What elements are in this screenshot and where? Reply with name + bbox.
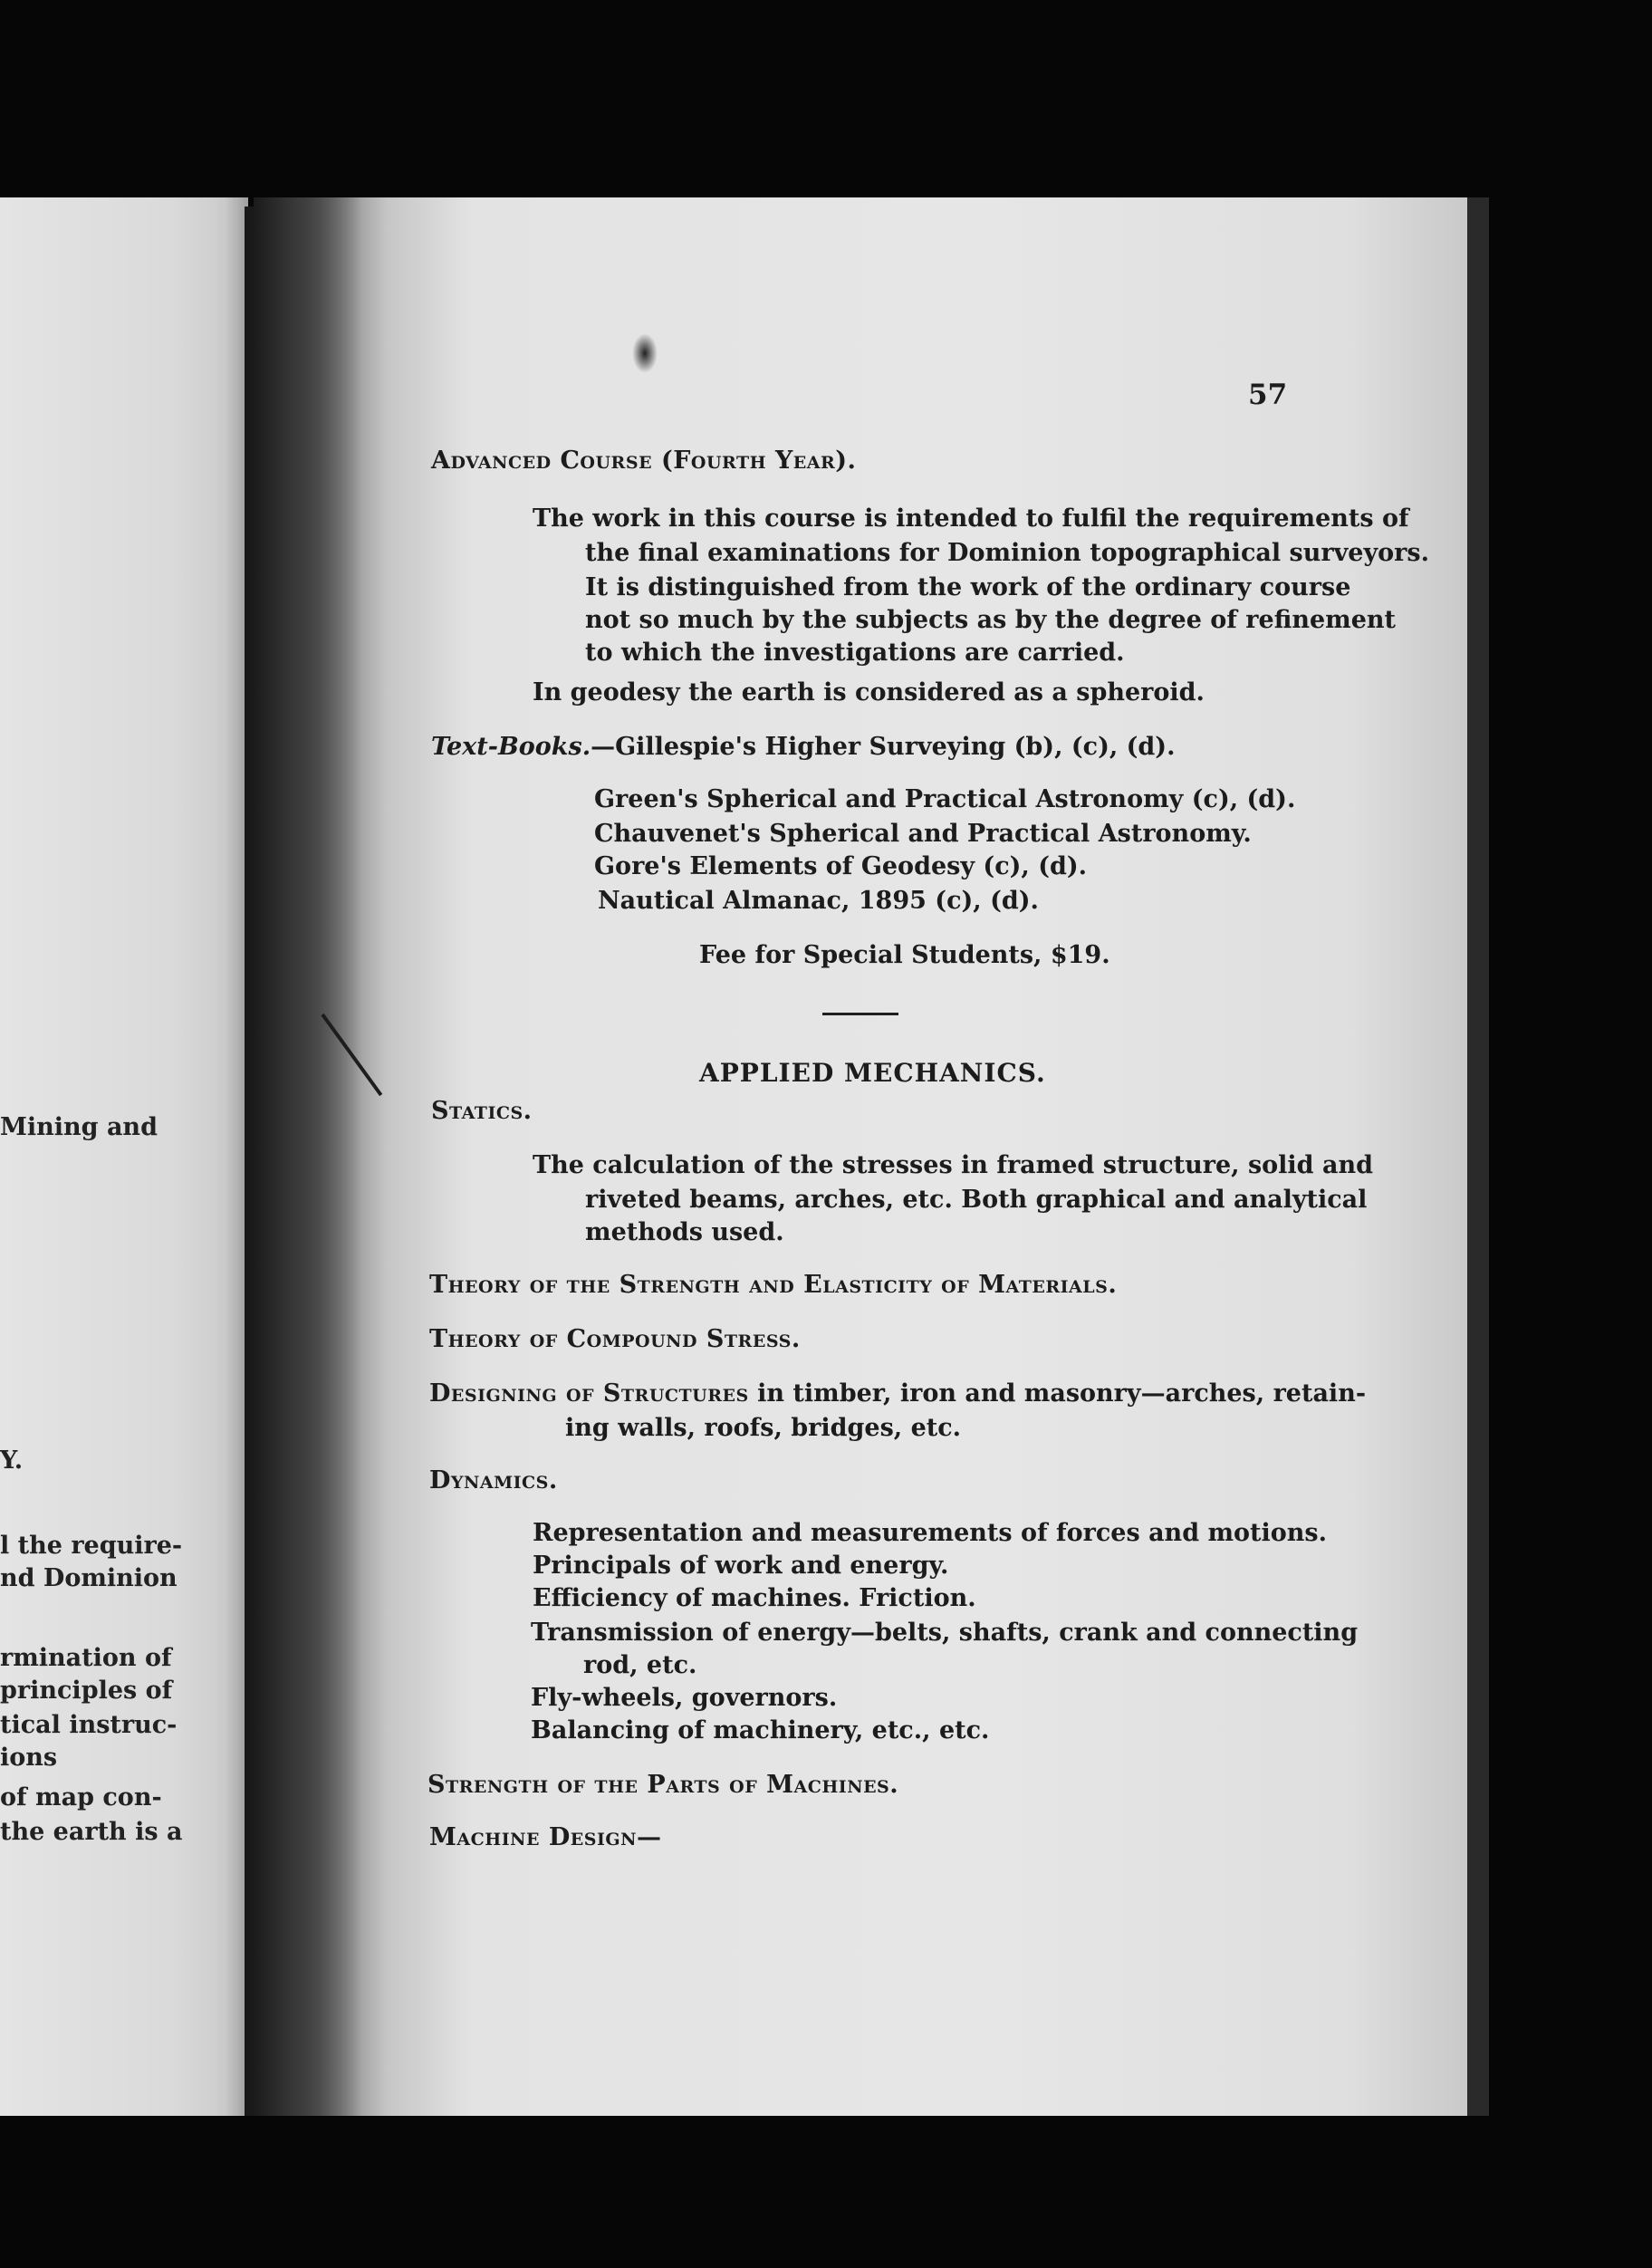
left-fragment: rmination of [0,1644,172,1672]
dynamics-heading: Dynamics. [429,1466,558,1494]
left-fragment: principles of [0,1677,173,1705]
textbook-item: Nautical Almanac, 1895 (c), (d). [598,887,1039,915]
paragraph-line: The work in this course is intended to fulfil the requirements of [533,505,1409,533]
applied-mechanics-title: APPLIED MECHANICS. [699,1058,1046,1088]
paragraph-line: to which the investigations are carried. [585,639,1125,667]
dynamics-item: Transmission of energy—belts, shafts, crank and connecting [531,1619,1359,1647]
statics-line: riveted beams, arches, etc. Both graphical and analytical [585,1186,1368,1214]
left-fragment: Y. [0,1446,24,1475]
left-fragment: l the require- [0,1532,183,1560]
page-right-edge [1467,197,1489,2116]
textbooks-label: Text-Books. [431,733,591,761]
machine-design-heading: Machine Design— [429,1823,662,1851]
left-fragment: tical instruc- [0,1711,178,1739]
statics-heading: Statics. [431,1097,533,1125]
advanced-course-heading: Advanced Course (Fourth Year). [431,447,857,475]
designing-heading: Designing of Structures [429,1379,749,1408]
strength-elasticity-heading: Theory of the Strength and Elasticity of Materials. [429,1271,1118,1299]
section-divider [822,1013,898,1015]
textbooks-line [431,730,1175,764]
fee-line: Fee for Special Students, $19. [699,941,1110,969]
left-fragment: nd Dominion [0,1564,178,1592]
designing-line [429,1377,1366,1410]
spine-shadow [254,197,362,2116]
paragraph-line: It is distinguished from the work of the ordinary course [585,573,1351,601]
statics-line: methods used. [585,1218,784,1246]
left-fragment: ions [0,1744,58,1772]
left-fragment: the earth is a [0,1818,183,1846]
ink-smudge [632,333,658,373]
dynamics-item: rod, etc. [583,1651,697,1679]
designing-continuation: ing walls, roofs, bridges, etc. [565,1414,962,1442]
paragraph-line: not so much by the subjects as by the degree of refinement [585,606,1396,634]
compound-stress-heading: Theory of Compound Stress. [429,1325,801,1353]
textbook-item: Chauvenet's Spherical and Practical Astronomy. [594,820,1252,848]
statics-line: The calculation of the stresses in framed structure, solid and [533,1151,1373,1179]
designing-text: in timber, iron and masonry—arches, retain- [748,1379,1367,1408]
dynamics-item: Principals of work and energy. [533,1552,949,1580]
geodesy-line: In geodesy the earth is considered as a spheroid. [533,678,1205,706]
textbook-item: Gore's Elements of Geodesy (c), (d). [594,852,1088,880]
left-fragment: Mining and [0,1113,158,1141]
page-number: 57 [1248,379,1288,411]
paragraph-line: the final examinations for Dominion topographical surveyors. [585,539,1429,567]
dynamics-item: Efficiency of machines. Friction. [533,1584,976,1612]
dynamics-item: Fly-wheels, governors. [531,1684,838,1712]
left-page [0,197,245,2116]
textbooks-first: —Gillespie's Higher Surveying (b), (c), (d). [591,733,1176,761]
dynamics-item: Balancing of machinery, etc., etc. [531,1716,990,1744]
strength-parts-heading: Strength of the Parts of Machines. [427,1771,899,1799]
dynamics-item: Representation and measurements of forces and motions. [533,1519,1328,1547]
textbook-item: Green's Spherical and Practical Astronomy (c), (d). [594,785,1296,813]
left-fragment: of map con- [0,1783,162,1812]
